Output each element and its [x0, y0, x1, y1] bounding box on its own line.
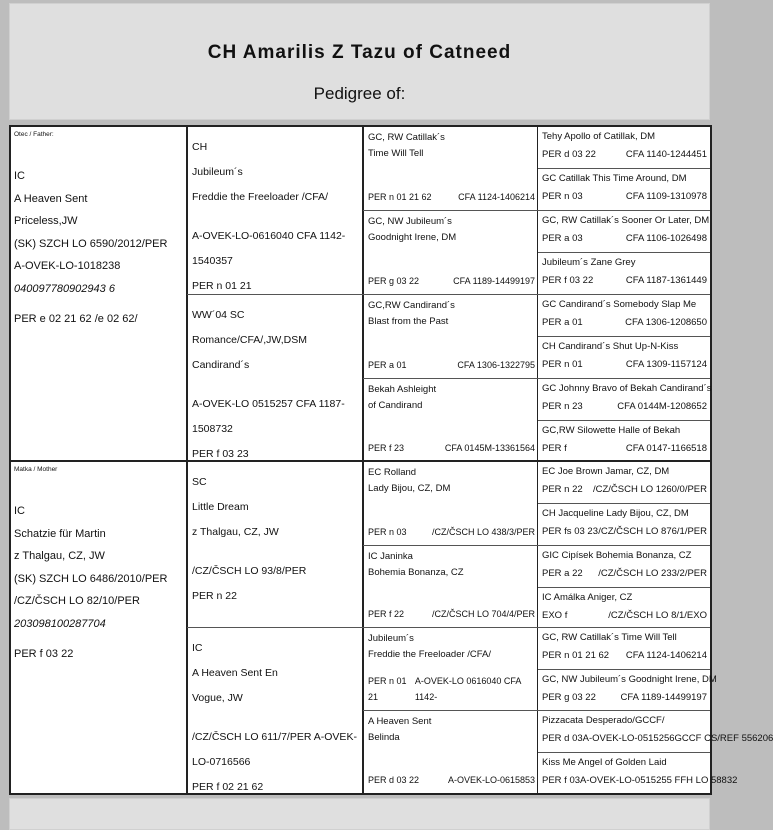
gen4-name: GC,RW Silowette Halle of Bekah — [542, 425, 681, 436]
gen3-line: GC, NW Jubileum´s — [368, 216, 452, 227]
gen3-code: PER n 01 21 62 — [368, 192, 432, 202]
gen4-reg: CFA 1189-14499197 — [620, 692, 707, 703]
gen4-reg: CFA 1106-1026498 — [625, 233, 707, 244]
gen2-code: PER n 01 21 — [192, 280, 252, 292]
gen2-line: Little Dream — [192, 501, 249, 513]
gen4-name: Pizzacata Desperado/GCCF/ — [542, 715, 665, 726]
gen3-line: GC,RW Candirand´s — [368, 300, 455, 311]
row-divider — [538, 752, 710, 753]
gen4-code: PER a 01 — [542, 317, 583, 328]
gen4-name: GC Candirand´s Somebody Slap Me — [542, 299, 697, 310]
mother-code: PER f 03 22 — [14, 648, 74, 660]
father-line: A-OVEK-LO-1018238 — [14, 260, 121, 272]
gen4-reg: CFA 0144M-1208652 — [617, 401, 707, 412]
gen3-cell — [365, 628, 538, 710]
gen3-code: PER f 23 — [368, 443, 405, 453]
gen4-cell — [539, 169, 710, 210]
gen4-cell — [539, 379, 710, 420]
gen4-reg: CFA 1306-1208650 — [625, 317, 707, 328]
gen3-code: PER f 22 — [368, 609, 405, 619]
gen3-cell — [365, 462, 538, 545]
gen4-reg: CFA 1309-1157124 — [625, 359, 707, 370]
gen4-reg: CFA 1124-1406214 — [625, 650, 707, 661]
gen4-reg: CFA 0147-1166518 — [625, 443, 707, 454]
row-divider — [187, 294, 710, 295]
father-code: PER e 02 21 62 /e 02 62/ — [14, 313, 138, 325]
row-divider — [363, 210, 710, 211]
gen3-line: EC Rolland — [368, 467, 417, 478]
gen3-line: A Heaven Sent — [368, 716, 432, 727]
row-divider — [363, 545, 710, 546]
gen4-code: PER d 03 22 — [542, 149, 596, 160]
gen3-cell — [365, 546, 538, 627]
page-header — [9, 3, 710, 120]
gen4-name: Tehy Apollo of Catillak, DM — [542, 131, 655, 142]
gen2-cell — [188, 462, 363, 627]
mother-line: /CZ/ČSCH LO 82/10/PER — [14, 595, 140, 607]
gen3-code: PER n 01 21 — [368, 676, 407, 702]
gen4-name: GC Catillak This Time Around, DM — [542, 173, 687, 184]
gen4-reg: /CZ/ČSCH LO 1260/0/PER — [592, 484, 707, 495]
gen4-cell — [539, 628, 710, 669]
gen2-code: PER n 22 — [192, 590, 237, 602]
row-divider — [538, 669, 710, 670]
gen4-code: PER fs 03 23 — [542, 526, 598, 537]
gen4-name: CH Candirand´s Shut Up-N-Kiss — [542, 341, 679, 352]
gen3-cell — [365, 127, 538, 210]
gen4-reg: /CZ/ČSCH LO 876/1/PER — [598, 526, 707, 537]
pedigree-sheet — [9, 125, 773, 795]
gen4-cell — [539, 211, 710, 252]
gen3-line: Lady Bijou, CZ, DM — [368, 483, 451, 494]
gen3-line: Goodnight Irene, DM — [368, 232, 457, 243]
gen3-code: PER n 03 — [368, 527, 407, 537]
gen4-code: PER n 03 — [542, 191, 583, 202]
gen4-name: GC, RW Catillak´s Time Will Tell — [542, 632, 677, 643]
gen2-line: z Thalgau, CZ, JW — [192, 526, 279, 538]
gen2-reg: A-OVEK-LO 0515257 CFA 1187-1508732 — [192, 398, 345, 435]
row-divider — [187, 627, 710, 628]
gen4-name: GIC Cipísek Bohemia Bonanza, CZ — [542, 550, 692, 561]
gen3-line: Bekah Ashleight — [368, 384, 437, 395]
gen4-cell — [539, 504, 710, 545]
gen3-reg: CFA 0145M-13361564 — [444, 443, 535, 453]
gen3-line: Time Will Tell — [368, 148, 424, 159]
row-divider — [538, 252, 710, 253]
gen4-cell — [539, 295, 710, 336]
father-chip: 040097780902943 6 — [14, 282, 115, 295]
gen3-reg: A-OVEK-LO 0616040 CFA 1142- — [414, 676, 521, 702]
gen3-reg: /CZ/ČSCH LO 704/4/PER — [431, 609, 535, 619]
gen4-reg: /CZ/ČSCH LO 233/2/PER — [598, 568, 707, 579]
gen4-cell — [539, 753, 738, 793]
gen2-cell — [188, 628, 363, 793]
gen3-cell — [365, 711, 538, 793]
mother-line: IC — [14, 505, 25, 517]
gen4-name: CH Jacqueline Lady Bijou, CZ, DM — [542, 508, 689, 519]
gen4-code: PER n 23 — [542, 401, 583, 412]
gen4-code: PER n 22 — [542, 484, 583, 495]
gen4-name: IC Amálka Aniger, CZ — [542, 592, 633, 603]
mother-line: z Thalgau, CZ, JW — [14, 550, 105, 562]
row-divider — [538, 336, 710, 337]
gen3-cell — [365, 295, 538, 378]
gen3-code: PER a 01 — [368, 360, 407, 370]
gen4-code: PER f 03 — [542, 775, 581, 786]
gen2-line: IC — [192, 642, 203, 654]
gen2-line: CH — [192, 141, 208, 153]
pedigree-title: CH Amarilis Z Tazu of Catneed — [207, 42, 512, 63]
gen4-name: Kiss Me Angel of Golden Laid — [542, 757, 667, 768]
gen4-code: PER n 01 — [542, 359, 583, 370]
gen4-name: EC Joe Brown Jamar, CZ, DM — [542, 466, 670, 477]
pedigree-subtitle: Pedigree of: — [313, 84, 406, 103]
gen4-code: PER g 03 22 — [542, 692, 596, 703]
gen4-cell — [539, 588, 710, 627]
father-line: Priceless,JW — [14, 215, 78, 227]
gen3-line: Blast from the Past — [368, 316, 449, 327]
gen3-reg: CFA 1189-14499197 — [453, 276, 535, 286]
gen3-line: IC Janinka — [368, 551, 413, 562]
gen3-line: Belinda — [368, 732, 400, 743]
gen2-code: PER f 03 23 — [192, 448, 249, 460]
gen3-reg: CFA 1306-1322795 — [457, 360, 535, 370]
gen2-line: Vogue, JW — [192, 692, 243, 704]
mother-label: Matka / Mother — [14, 466, 58, 473]
row-divider — [538, 168, 710, 169]
row-divider — [11, 460, 710, 462]
gen2-line: Freddie the Freeloader /CFA/ — [192, 191, 328, 203]
gen2-line: SC — [192, 476, 207, 488]
gen3-cell — [365, 211, 538, 294]
gen4-name: GC, NW Jubileum´s Goodnight Irene, DM — [542, 674, 717, 685]
row-divider — [363, 378, 710, 379]
father-line: (SK) SZCH LO 6590/2012/PER — [14, 237, 168, 250]
gen3-code: PER g 03 22 — [368, 276, 420, 286]
gen3-line: Jubileum´s — [368, 633, 414, 644]
gen4-code: EXO f — [542, 610, 568, 621]
gen4-cell — [539, 127, 710, 168]
gen2-reg: /CZ/ČSCH LO 611/7/PER A-OVEK-LO-0716566 — [192, 731, 357, 768]
gen2-code: PER f 02 21 62 — [192, 781, 264, 793]
gen4-name: GC Johnny Bravo of Bekah Candirand´s — [542, 383, 712, 394]
gen2-cell — [188, 127, 363, 294]
father-label: Otec / Father: — [14, 131, 54, 138]
gen2-line: Candirand´s — [192, 359, 250, 371]
gen4-code: PER n 01 21 62 — [542, 650, 610, 661]
gen3-line: Bohemia Bonanza, CZ — [368, 567, 464, 578]
row-divider — [538, 587, 710, 588]
gen4-reg: A-OVEK-LO-0515255 FFH LO 58832 — [580, 775, 738, 786]
gen3-line: of Candirand — [368, 400, 423, 411]
gen4-reg: /CZ/ČSCH LO 8/1/EXO — [608, 610, 707, 621]
gen3-line: GC, RW Catillak´s — [368, 132, 445, 143]
gen2-line: A Heaven Sent En — [192, 667, 278, 679]
gen4-code: PER a 03 — [542, 233, 583, 244]
mother-line: Schatzie für Martin — [14, 527, 106, 540]
mother-chip: 203098100287704 — [14, 617, 106, 630]
gen4-code: PER d 03A-OVEK-LO-0515256 — [542, 733, 675, 744]
page-footer — [9, 798, 710, 830]
gen2-reg: /CZ/ČSCH LO 93/8/PER — [192, 565, 307, 577]
gen4-cell — [539, 337, 710, 378]
row-divider — [538, 503, 710, 504]
gen4-code: PER f 03 22 — [542, 275, 594, 286]
gen4-reg: CFA 1140-1244451 — [625, 149, 707, 160]
father-line: A Heaven Sent — [14, 192, 88, 205]
gen4-code: PER a 22 — [542, 568, 583, 579]
gen4-cell — [539, 711, 773, 752]
gen4-name: GC, RW Catillak´s Sooner Or Later, DM — [542, 215, 710, 226]
gen2-line: Romance/CFA/,JW,DSM — [192, 334, 307, 346]
gen4-cell — [539, 462, 710, 503]
gen4-cell — [539, 253, 710, 294]
gen4-code: PER f — [542, 443, 567, 454]
gen2-line: WW´04 SC — [192, 309, 245, 321]
gen4-reg: CFA 1187-1361449 — [625, 275, 707, 286]
gen3-code: PER d 03 22 — [368, 775, 420, 785]
father-line: IC — [14, 170, 25, 182]
gen3-reg: CFA 1124-1406214 — [458, 192, 535, 202]
mother-line: (SK) SZCH LO 6486/2010/PER — [14, 572, 168, 585]
row-divider — [363, 710, 710, 711]
gen3-cell — [365, 379, 538, 461]
gen4-cell — [539, 546, 710, 587]
gen2-line: Jubileum´s — [192, 166, 243, 178]
gen4-reg: CFA 1109-1310978 — [625, 191, 707, 202]
gen3-reg: A-OVEK-LO-0615853 — [447, 775, 535, 785]
gen2-cell — [188, 295, 363, 461]
gen4-cell — [539, 670, 717, 710]
gen4-name: Jubileum´s Zane Grey — [542, 257, 636, 268]
gen3-reg: /CZ/ČSCH LO 438/3/PER — [431, 527, 535, 537]
gen2-reg: A-OVEK-LO-0616040 CFA 1142-1540357 — [192, 230, 346, 267]
father-cell — [11, 127, 186, 459]
gen4-reg: GCCF CS/REF 556206 — [674, 733, 773, 744]
mother-cell — [11, 462, 186, 793]
gen4-cell — [539, 421, 710, 461]
row-divider — [538, 420, 710, 421]
gen3-line: Freddie the Freeloader /CFA/ — [368, 649, 492, 660]
